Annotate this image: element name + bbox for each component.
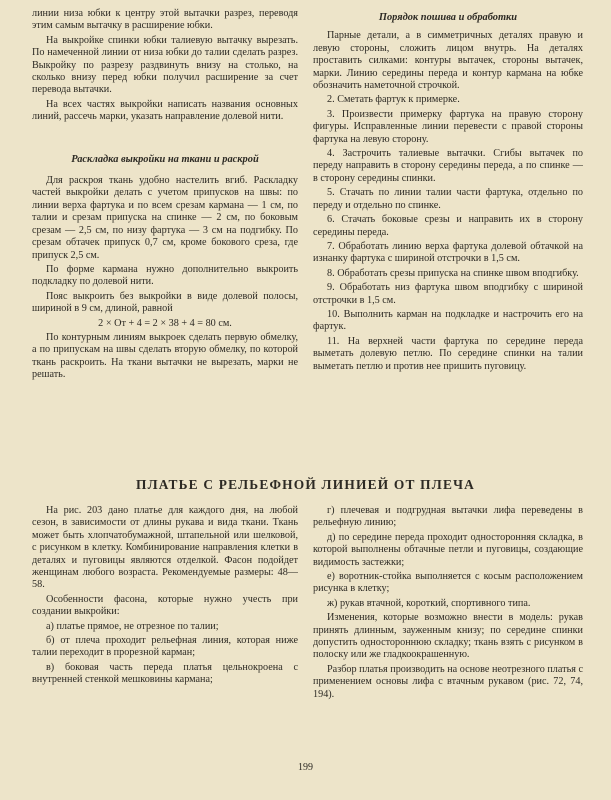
paragraph: Для раскроя ткань удобно настелить вгиб. Раскладку частей выкройки делать с учетом припусков на швы: по линии верха фартука и по всем срезам кармана — 1 см, по талии и срезам припуска на спинке — 2 см, по боковым срезам — 2,5 см, по низу фартука — 3 см на подгибку. По срезам обтачек припуск 0,7 см, кроме бокового среза, где припуск 2,5 см.	[32, 175, 298, 261]
left-bottom-column	[32, 505, 298, 757]
paragraph: На всех частях выкройки написать названия основных линий, рассечь марки, указать направление долевой нити.	[32, 98, 298, 123]
paragraph: Парные детали, а в симметричных деталях правую и левую стороны, сложить лицом внутрь. На деталях проставить силками: контуры вытачек, стороны вытачек, марки. Линию середины переда и контур кармана на юбке обозначить наметочной строчкой.	[313, 30, 583, 92]
page-number: 199	[298, 762, 313, 773]
list-item: е) воротник-стойка выполняется с косым расположением рисунка в клетку;	[313, 571, 583, 595]
paragraph: По контурным линиям выкроек сделать первую обмелку, а по припускам на швы сделать вторую обмелку, по которой ткань раскроить. На ткани вытачки не вырезать, марки не решать.	[32, 331, 298, 381]
paragraph: Изменения, которые возможно внести в модель: рукав принять длинным, зауженным книзу; по середине спинки допустить одностороннюю складку; ткань взять с рисунком в полоску или же гладкоокрашенную.	[313, 612, 583, 661]
list-item: в) боковая часть переда платья цельнокроена с внутренней стенкой мешковины кармана;	[32, 661, 298, 686]
step-item: 2. Сметать фартук к примерке.	[327, 94, 460, 106]
paragraph: Разбор платья производить на основе неотрезного платья с применением основы лифа с втачным рукавом (рис. 72, 74, 194).	[313, 663, 583, 700]
step-item: 3. Произвести примерку фартука на правую сторону фигуры. Исправленные линии перевести с правой стороны фартука на левую сторону.	[313, 108, 583, 145]
paragraph: По форме кармана нужно дополнительно выкроить подкладку по долевой нити.	[32, 263, 298, 288]
step-item: 11. На верхней части фартука по середине переда выметать долевую петлю. По середине спинки на талии выметать петлю и против нее пришить пуговицу.	[313, 335, 583, 372]
paragraph: линии низа юбки к центру этой вытачки разрез, переводя этим самым вытачку в расширение юбки.	[32, 8, 298, 32]
paragraph: Пояс выкроить без выкройки в виде долевой полосы, шириной в 9 см, длиной, равной	[32, 290, 298, 315]
left-top-column	[32, 8, 298, 460]
section-heading-sewing: Порядок пошива и обработки	[378, 12, 518, 23]
step-item: 9. Обработать низ фартука швом вподгибку с шириной отстрочки в 1,5 см.	[313, 282, 583, 306]
steps-list	[313, 94, 583, 373]
step-item: 7. Обработать линию верха фартука долевой обтачкой на изнанку фартука с шириной отстрочки в 1,5 см.	[313, 240, 583, 265]
paragraph: На выкройке спинки юбки талиевую вытачку вырезать. По намеченной линии от низа юбки до талии сделать разрез. Выкройку по разрезу раздвинуть внизу на столько, на сколько внизу перед юбки получил расширение за счет перевода вытачки.	[32, 34, 298, 96]
right-bottom-column	[313, 505, 583, 757]
list-item: б) от плеча проходит рельефная линия, которая ниже талии переходит в прорезной карман;	[32, 635, 298, 659]
step-item: 10. Выполнить карман на подкладке и настрочить его на фартук.	[313, 308, 583, 333]
section-heading-layout: Раскладка выкройки на ткани и раскрой	[71, 153, 259, 165]
step-item: 5. Стачать по линии талии части фартука, отдельно по переду и отдельно по спинке.	[313, 187, 583, 211]
list-item: а) платье прямое, не отрезное по талии;	[46, 620, 219, 632]
list-item: д) по середине переда проходит односторонняя складка, в которой выполнены обтачные петли и пуговицы, создающие видимость застежки;	[313, 531, 583, 568]
paragraph: На рис. 203 дано платье для каждого дня, на любой сезон, в зависимости от длины рукава и вида ткани. Ткань может быть хлопчатобумажной, штапельной или шелковой, с рисунком в клетку. Комбинирование направления клетки в деталях и пуговицы являются отделкой. Фасон подойдет женщинам любого возраста. Рекомендуемые размеры: 48—58.	[32, 505, 298, 591]
step-item: 6. Стачать боковые срезы и направить их в сторону середины переда.	[313, 214, 583, 238]
formula: 2 × От + 4 = 2 × 38 + 4 = 80 см.	[98, 317, 232, 329]
paragraph: Особенности фасона, которые нужно учесть при создании выкройки:	[32, 593, 298, 618]
right-top-column	[313, 8, 583, 460]
list-item: ж) рукав втачной, короткий, спортивного типа.	[327, 597, 531, 609]
step-item: 4. Застрочить талиевые вытачки. Сгибы вытачек по переду направить в сторону середины переда, а по спинке — в сторону середины спинки.	[313, 148, 583, 184]
step-item: 8. Обработать срезы припуска на спинке швом вподгибку.	[327, 267, 579, 279]
section-title: ПЛАТЬЕ С РЕЛЬЕФНОЙ ЛИНИЕЙ ОТ ПЛЕЧА	[136, 477, 475, 492]
list-item: г) плечевая и подгрудная вытачки лифа переведены в рельефную линию;	[313, 505, 583, 529]
